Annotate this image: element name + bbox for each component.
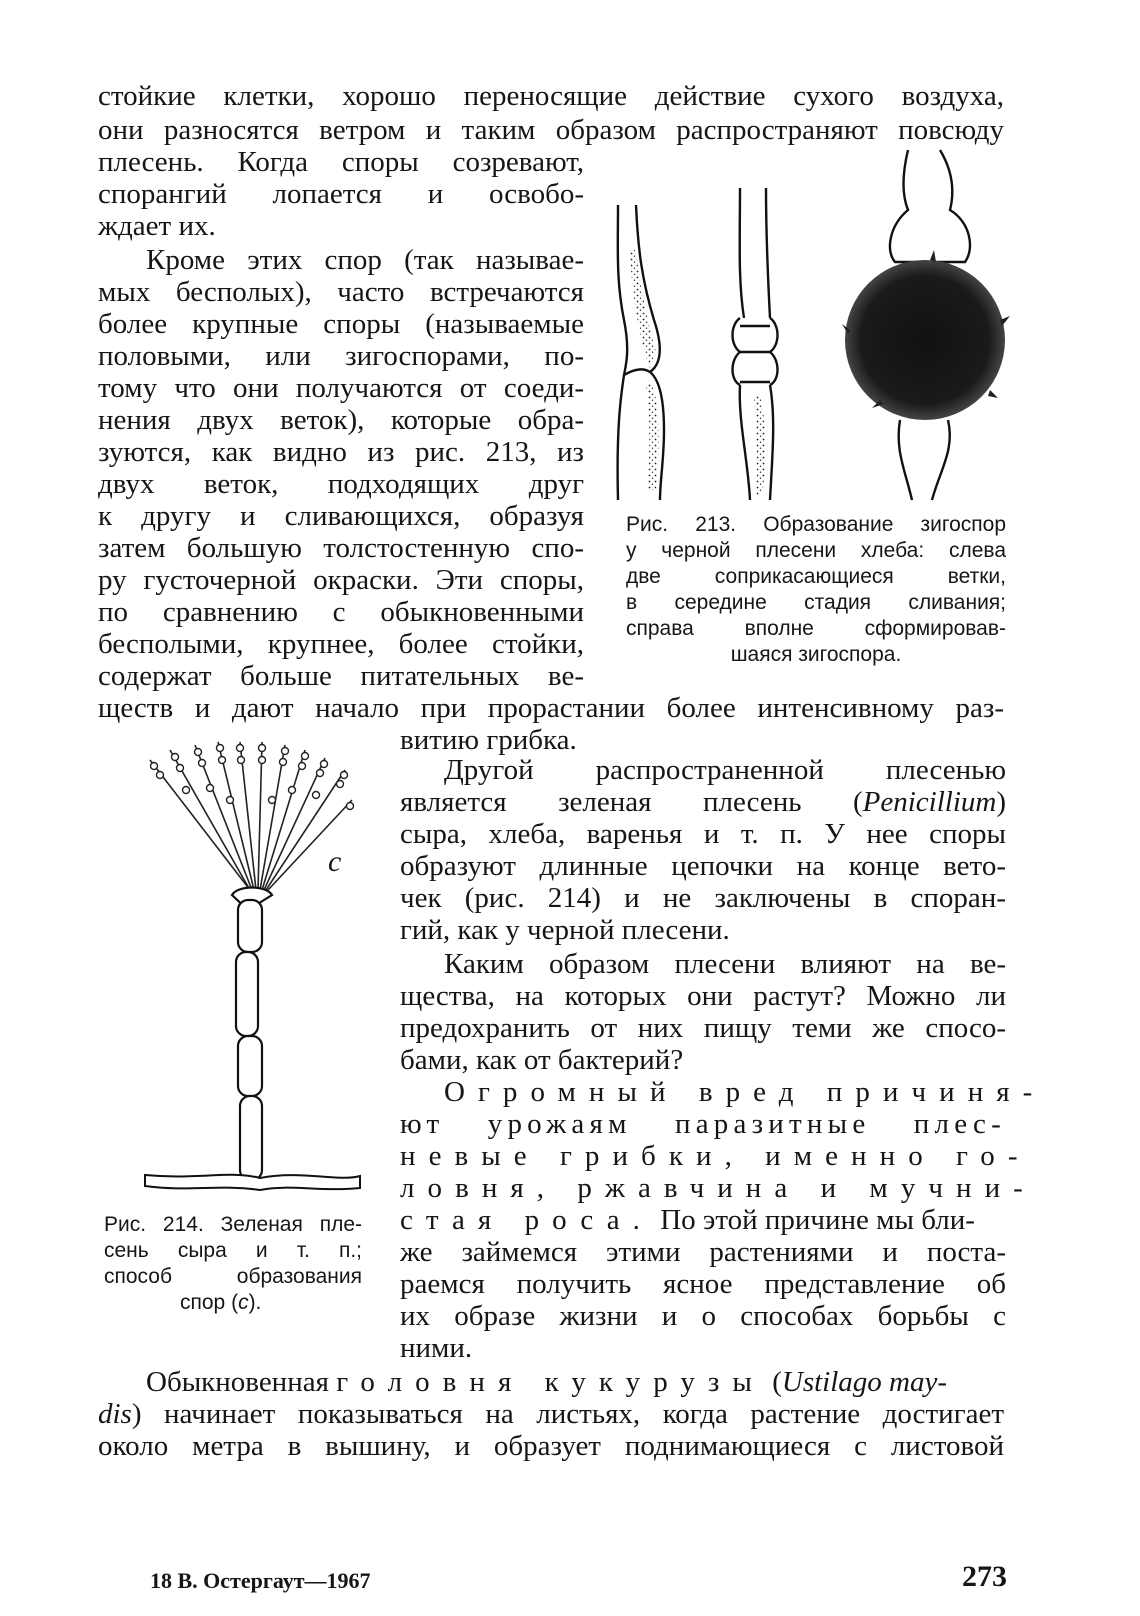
text-line: ними. (400, 1332, 473, 1364)
figure-214-caption-line: Рис. 214. Зеленая пле- (104, 1213, 362, 1236)
text-line: образуют длинные цепочки на конце вето- (400, 850, 1006, 882)
text-line: ловня, ржавчина и мучни- (400, 1172, 1036, 1204)
text-line: гий, как у черной плесени. (400, 914, 730, 946)
text-line: Обыкновенная головня кукурузы (Ustilago may- (146, 1366, 948, 1398)
text-line: зуются, как видно из рис. 213, из (98, 436, 584, 468)
figure-214-caption-line: способ образования (104, 1265, 362, 1288)
text-line: ют урожаям паразитные плес- (400, 1108, 1006, 1140)
spore-dots (151, 745, 354, 810)
text-line: ру густочерной окраски. Эти споры, (98, 564, 584, 596)
text-line: Огромный вред причиня- (444, 1076, 1046, 1108)
text-line: двух веток, подходящих друг (98, 468, 584, 500)
text-line: по сравнению с обыкновенными (98, 596, 584, 628)
text-line: раемся получить ясное представление об (400, 1268, 1006, 1300)
printer-signature: 18 В. Остергаут—1967 (150, 1568, 371, 1593)
text-line: бесполыми, крупнее, более стойки, (98, 628, 584, 660)
mycelium-base (145, 1175, 360, 1190)
text-line: Кроме этих спор (так называе- (146, 244, 584, 276)
figure-214-label: с (328, 845, 342, 878)
figure-213-caption-line: шаяся зигоспора. (730, 643, 902, 666)
text-line: предохранить от них пищу теми же спосо- (400, 1012, 1006, 1044)
text-line: тому что они получаются от соеди- (98, 372, 584, 404)
text-line: ществ и дают начало при прорастании более интенсивному раз- (98, 692, 1004, 724)
text-line: половыми, или зигоспорами, по- (98, 340, 584, 372)
text-line: бами, как от бактерий? (400, 1044, 684, 1076)
text-line: к другу и сливающихся, образуя (98, 500, 584, 532)
text-line: dis) начинает показываться на листьях, когда растение достигает (98, 1398, 1004, 1430)
text-line: мых бесполых), часто встречаются (98, 276, 584, 308)
text-line: витию грибка. (400, 724, 577, 756)
text-line: является зеленая плесень (Penicillium) (400, 786, 1006, 818)
figure-213-caption-line: две соприкасающиеся ветки, (626, 565, 1006, 588)
text-line: сыра, хлеба, варенья и т. п. У нее споры (400, 818, 1006, 850)
text-line: спорангий лопается и освобо- (98, 178, 584, 210)
stipple-left-lower (646, 380, 658, 490)
text-line: затем большую толстостенную спо- (98, 532, 584, 564)
figure-213-caption-line: в середине стадия сливания; (626, 591, 1006, 614)
stipple-middle (754, 395, 766, 495)
spore-chains (150, 742, 352, 890)
text-line: стойкие клетки, хорошо переносящие действие сухого воздуха, (98, 80, 1004, 112)
figure-213-caption-line: Рис. 213. Образование зигоспор (626, 513, 1006, 536)
text-line: плесень. Когда споры созревают, (98, 146, 584, 178)
figure-214-caption-line: спор (c). (180, 1291, 262, 1314)
text-line: чек (рис. 214) и не заключены в споран- (400, 882, 1006, 914)
text-line: Каким образом плесени влияют на ве- (444, 948, 1006, 980)
text-line: Другой распространенной плесенью (444, 754, 1006, 786)
text-line: ждает их. (98, 210, 216, 242)
figure-214-caption-line: сень сыра и т. п.; (104, 1239, 362, 1262)
fusing-branches (733, 188, 778, 500)
text-line: более крупные споры (называемые (98, 308, 584, 340)
text-line: содержат больше питательных ве- (98, 660, 584, 692)
text-line: невые грибки, именно го- (400, 1140, 1031, 1172)
text-line: они разносятся ветром и таким образом распространяют повсюду (98, 114, 1004, 146)
text-line: стая роса. По этой причине мы бли- (400, 1204, 975, 1236)
figure-213-caption-line: справа вполне сформировав- (626, 617, 1006, 640)
text-line: щества, на которых они растут? Можно ли (400, 980, 1006, 1012)
text-line: нения двух веток), которые обра- (98, 404, 584, 436)
text-line: около метра в вышину, и образует поднимающиеся с листовой (98, 1430, 1004, 1462)
stipple-left (630, 250, 656, 368)
touching-branches (618, 205, 664, 500)
text-line: же займемся этими растениями и поста- (400, 1236, 1006, 1268)
mature-zygospore (842, 150, 1010, 500)
text-line: их образе жизни и о способах борьбы с (400, 1300, 1006, 1332)
page-number: 273 (962, 1560, 1007, 1593)
conidiophore-stalk (232, 888, 272, 1181)
figure-213-caption-line: у черной плесени хлеба: слева (626, 539, 1006, 562)
